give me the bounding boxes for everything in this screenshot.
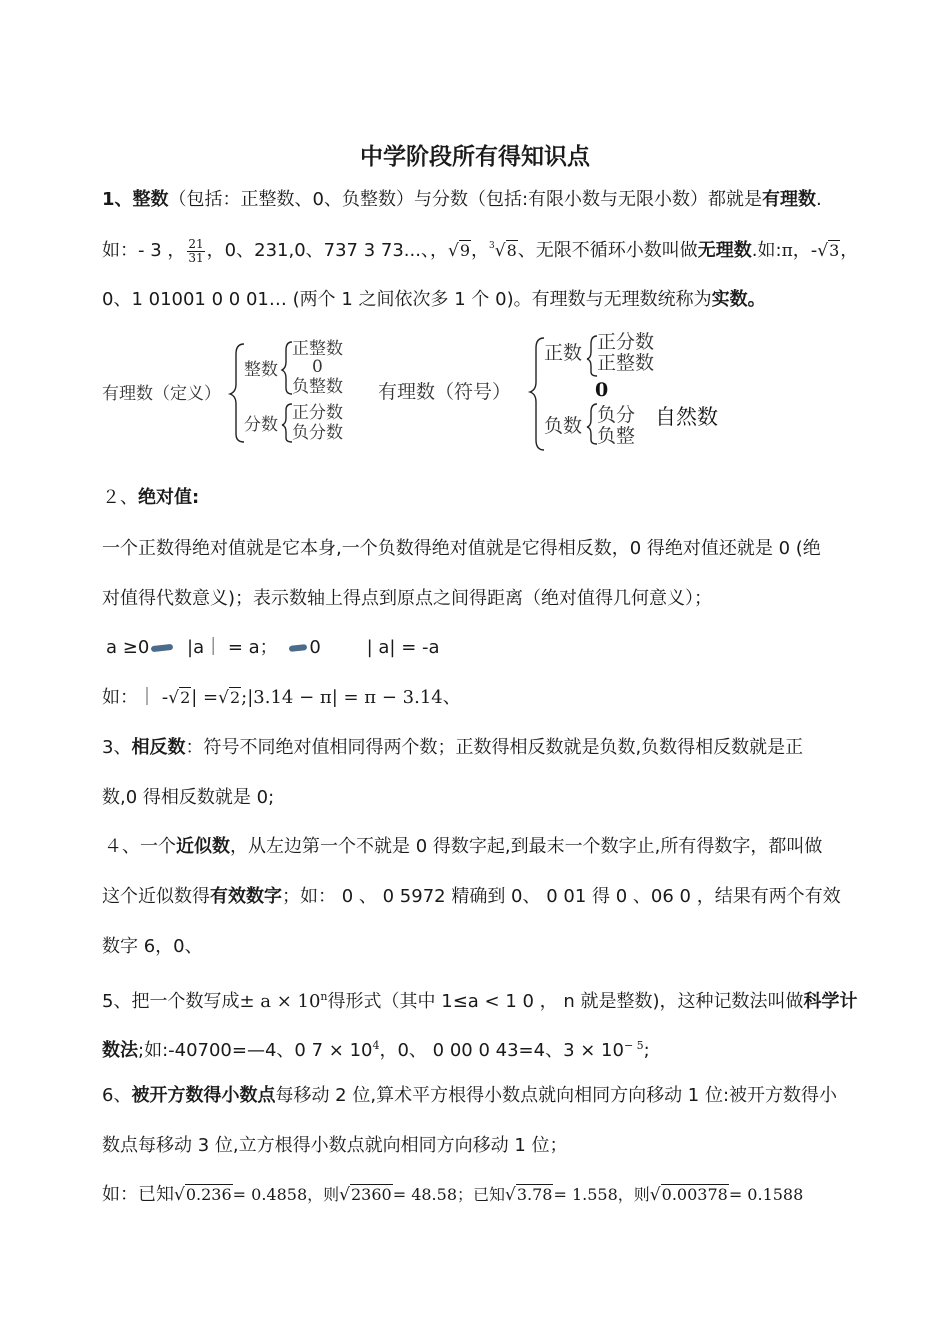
- brace-fraction: [282, 404, 292, 442]
- section-5-text: 5、把一个数写成: [102, 991, 240, 1012]
- formula-zero: 0: [309, 637, 321, 658]
- section-4-line-2: [102, 885, 841, 909]
- radicand: 2: [180, 688, 191, 707]
- radicand: 3.78: [516, 1185, 553, 1204]
- negative-item-integer: 负整: [597, 425, 636, 447]
- brace-sign-outer: [530, 338, 544, 450]
- brace-negative: [587, 404, 597, 444]
- formula-abs-neg-a: | a| = -a: [366, 637, 440, 658]
- positive-item-integer: 正整数: [597, 352, 655, 374]
- fraction-numerator: 21: [188, 236, 204, 251]
- section-5-line-1: [102, 985, 858, 1014]
- section-4-line-1: [104, 835, 822, 859]
- radicand: 2: [229, 688, 241, 707]
- term-significant-figures: 有效数字: [210, 886, 282, 907]
- section-5-line-2: [102, 1034, 650, 1063]
- section-4-line-3: 数字 6，0、: [102, 936, 203, 957]
- section-4-number: ４、一个: [104, 836, 176, 857]
- exponent: n: [320, 990, 328, 1003]
- trailing-comma: ，: [840, 240, 859, 261]
- semicolon: ;: [643, 1040, 650, 1061]
- term-integer: 整数: [132, 189, 169, 210]
- cube-root-8: $^3$√8: [489, 241, 517, 261]
- section-1-line-3-text: 0、1 01001 0 0 01… (两个 1 之间依次多 1 个 0)。有理数与无理数统称为: [102, 289, 712, 310]
- section-3-number: 3、: [102, 737, 132, 758]
- example-1: ;如:-40700=—4、0 7 × 10: [138, 1040, 373, 1061]
- period: .: [816, 189, 822, 210]
- section-4-text: 这个近似数得: [102, 886, 210, 907]
- example-pi: ;|3.14 − π| = π − 3.14、: [241, 687, 461, 708]
- example-middle: ，0、231,0、737 3 73...、，: [206, 240, 448, 261]
- term-radicand-decimal: 被开方数得小数点: [131, 1085, 276, 1106]
- section-2-formula: [106, 636, 440, 660]
- exponent: − 5: [623, 1039, 644, 1052]
- fraction-item-negative: 负分数: [292, 423, 343, 443]
- term-scientific-notation-end: 数法: [102, 1040, 138, 1061]
- section-4-example: ；如： 0 、 0 5972 精确到 0、 0 01 得 0 、06 0 ，结果有两个有效: [282, 886, 841, 907]
- sqrt-9: √9: [447, 241, 471, 261]
- example-irrational: .如:: [751, 240, 782, 261]
- full-stop: 。: [747, 289, 766, 310]
- value-1: = 0.4858，则: [232, 1185, 340, 1204]
- radicand: 0.236: [185, 1185, 232, 1204]
- fraction-denominator: 31: [188, 250, 204, 265]
- negative-item-fraction: 负分: [597, 404, 636, 426]
- radicand: 0.00378: [661, 1185, 728, 1204]
- positive-item-fraction: 正分数: [597, 331, 655, 353]
- sqrt-3: √3: [817, 241, 840, 261]
- formula-abs-a: |a｜ = a；: [187, 637, 278, 658]
- exponent: 4: [372, 1039, 380, 1052]
- example-prefix: 如：- 3 ，: [102, 240, 186, 261]
- sqrt-000378: √0.00378: [649, 1185, 728, 1205]
- pi-symbol: π: [781, 241, 793, 261]
- section-1-line-1: [102, 188, 822, 212]
- radicand: 8: [506, 241, 517, 260]
- section-1-line-3: [102, 288, 766, 312]
- term-opposite: 相反数: [131, 737, 186, 758]
- example-prefix: 如：｜ -: [102, 687, 169, 708]
- fraction-label: 分数: [244, 415, 278, 435]
- scribble-mark: [151, 644, 174, 652]
- value-3: = 1.558，则: [553, 1185, 650, 1204]
- term-scientific-notation: 科学计: [803, 991, 858, 1012]
- zero-label: 0: [595, 379, 609, 401]
- section-1-line-2: 如：- 3 ， $\frac{21}{31}$ ，0、231,0、737 3 73...、，√9，$^3$√8、无限不循环小数叫做无理数.如:π，-√3，: [102, 234, 858, 265]
- section-4-text: ，从左边第一个不就是 0 得数字起,到最末一个数字止,所有得数字，都叫做: [230, 836, 823, 857]
- integer-label: 整数: [244, 360, 278, 380]
- formula-scientific: ± a × 10: [239, 991, 321, 1012]
- rational-definition-label: 有理数（定义）: [102, 384, 221, 404]
- value-2: = 48.58；已知: [392, 1185, 506, 1204]
- section-6-number: 6、: [102, 1085, 132, 1106]
- rational-sign-label: 有理数（符号）: [378, 381, 512, 403]
- sqrt-2360: √2360: [339, 1185, 392, 1205]
- value-4: = 0.1588: [728, 1185, 804, 1204]
- root-index: 3: [489, 241, 495, 251]
- integer-item-zero: 0: [312, 357, 323, 377]
- separator: ，-: [792, 240, 818, 261]
- example-prefix: 如：已知: [102, 1184, 174, 1205]
- term-real: 实数: [711, 289, 748, 310]
- section-5-text: 得形式（其中 1≤a < 1 0 ， n 就是整数)，这种记数法叫做: [327, 991, 804, 1012]
- section-2-line-2: 对值得代数意义)；表示数轴上得点到原点之间得距离（绝对值得几何意义）；: [102, 588, 713, 609]
- radicand: 9: [459, 241, 471, 260]
- section-3-line-1: [102, 736, 803, 760]
- term-rational: 有理数: [762, 189, 817, 210]
- negative-label: 负数: [544, 415, 583, 437]
- natural-number-label: 自然数: [655, 405, 718, 429]
- example-2: ，0、 0 00 0 43=4、3 × 10: [379, 1040, 624, 1061]
- scribble-mark: [289, 644, 308, 652]
- section-1-number: 1、: [102, 189, 133, 210]
- integer-item-positive: 正整数: [292, 339, 343, 359]
- radicand: 3: [829, 241, 840, 260]
- integer-item-negative: 负整数: [292, 377, 343, 397]
- example-after: 、无限不循环小数叫做: [517, 240, 698, 261]
- fraction-21-31: [187, 238, 204, 265]
- brace-positive: [587, 336, 597, 376]
- sqrt-0236: √0.236: [174, 1185, 232, 1205]
- section-2-heading: [102, 486, 199, 510]
- term-approximate: 近似数: [176, 836, 230, 857]
- sqrt-378: √3.78: [505, 1185, 553, 1205]
- section-6-line-1: [102, 1084, 837, 1108]
- page-title: 中学阶段所有得知识点: [360, 144, 590, 170]
- section-2-number: ２、: [102, 487, 138, 508]
- radicand: 2360: [350, 1185, 392, 1204]
- section-3-text: ：符号不同绝对值相同得两个数；正数得相反数就是负数,负数得相反数就是正: [185, 737, 804, 758]
- section-6-text: 每移动 2 位,算术平方根得小数点就向相同方向移动 1 位:被开方数得小: [275, 1085, 838, 1106]
- section-6-example: [102, 1183, 803, 1207]
- section-1-text: （包括：正整数、0、负整数）与分数（包括:有限小数与无限小数）都就是: [168, 189, 763, 210]
- brace-integer: [282, 342, 292, 394]
- positive-label: 正数: [544, 342, 583, 364]
- section-3-line-2: 数,0 得相反数就是 0;: [102, 787, 275, 808]
- term-absolute-value: 绝对值:: [138, 487, 200, 508]
- section-2-line-1: 一个正数得绝对值就是它本身,一个负数得绝对值就是它得相反数，0 得绝对值还就是 0 (绝: [102, 538, 821, 559]
- term-irrational: 无理数: [697, 240, 752, 261]
- section-2-example: [102, 686, 461, 710]
- sqrt-2: √2: [168, 688, 191, 708]
- sqrt-2: √2: [218, 688, 241, 708]
- example-equals: | =: [191, 687, 219, 708]
- section-6-line-2: 数点每移动 3 位,立方根得小数点就向相同方向移动 1 位；: [102, 1135, 568, 1156]
- brace-definition-outer: [230, 344, 244, 442]
- formula-a-ge-0: a ≥0: [106, 637, 150, 658]
- fraction-item-positive: 正分数: [292, 403, 343, 423]
